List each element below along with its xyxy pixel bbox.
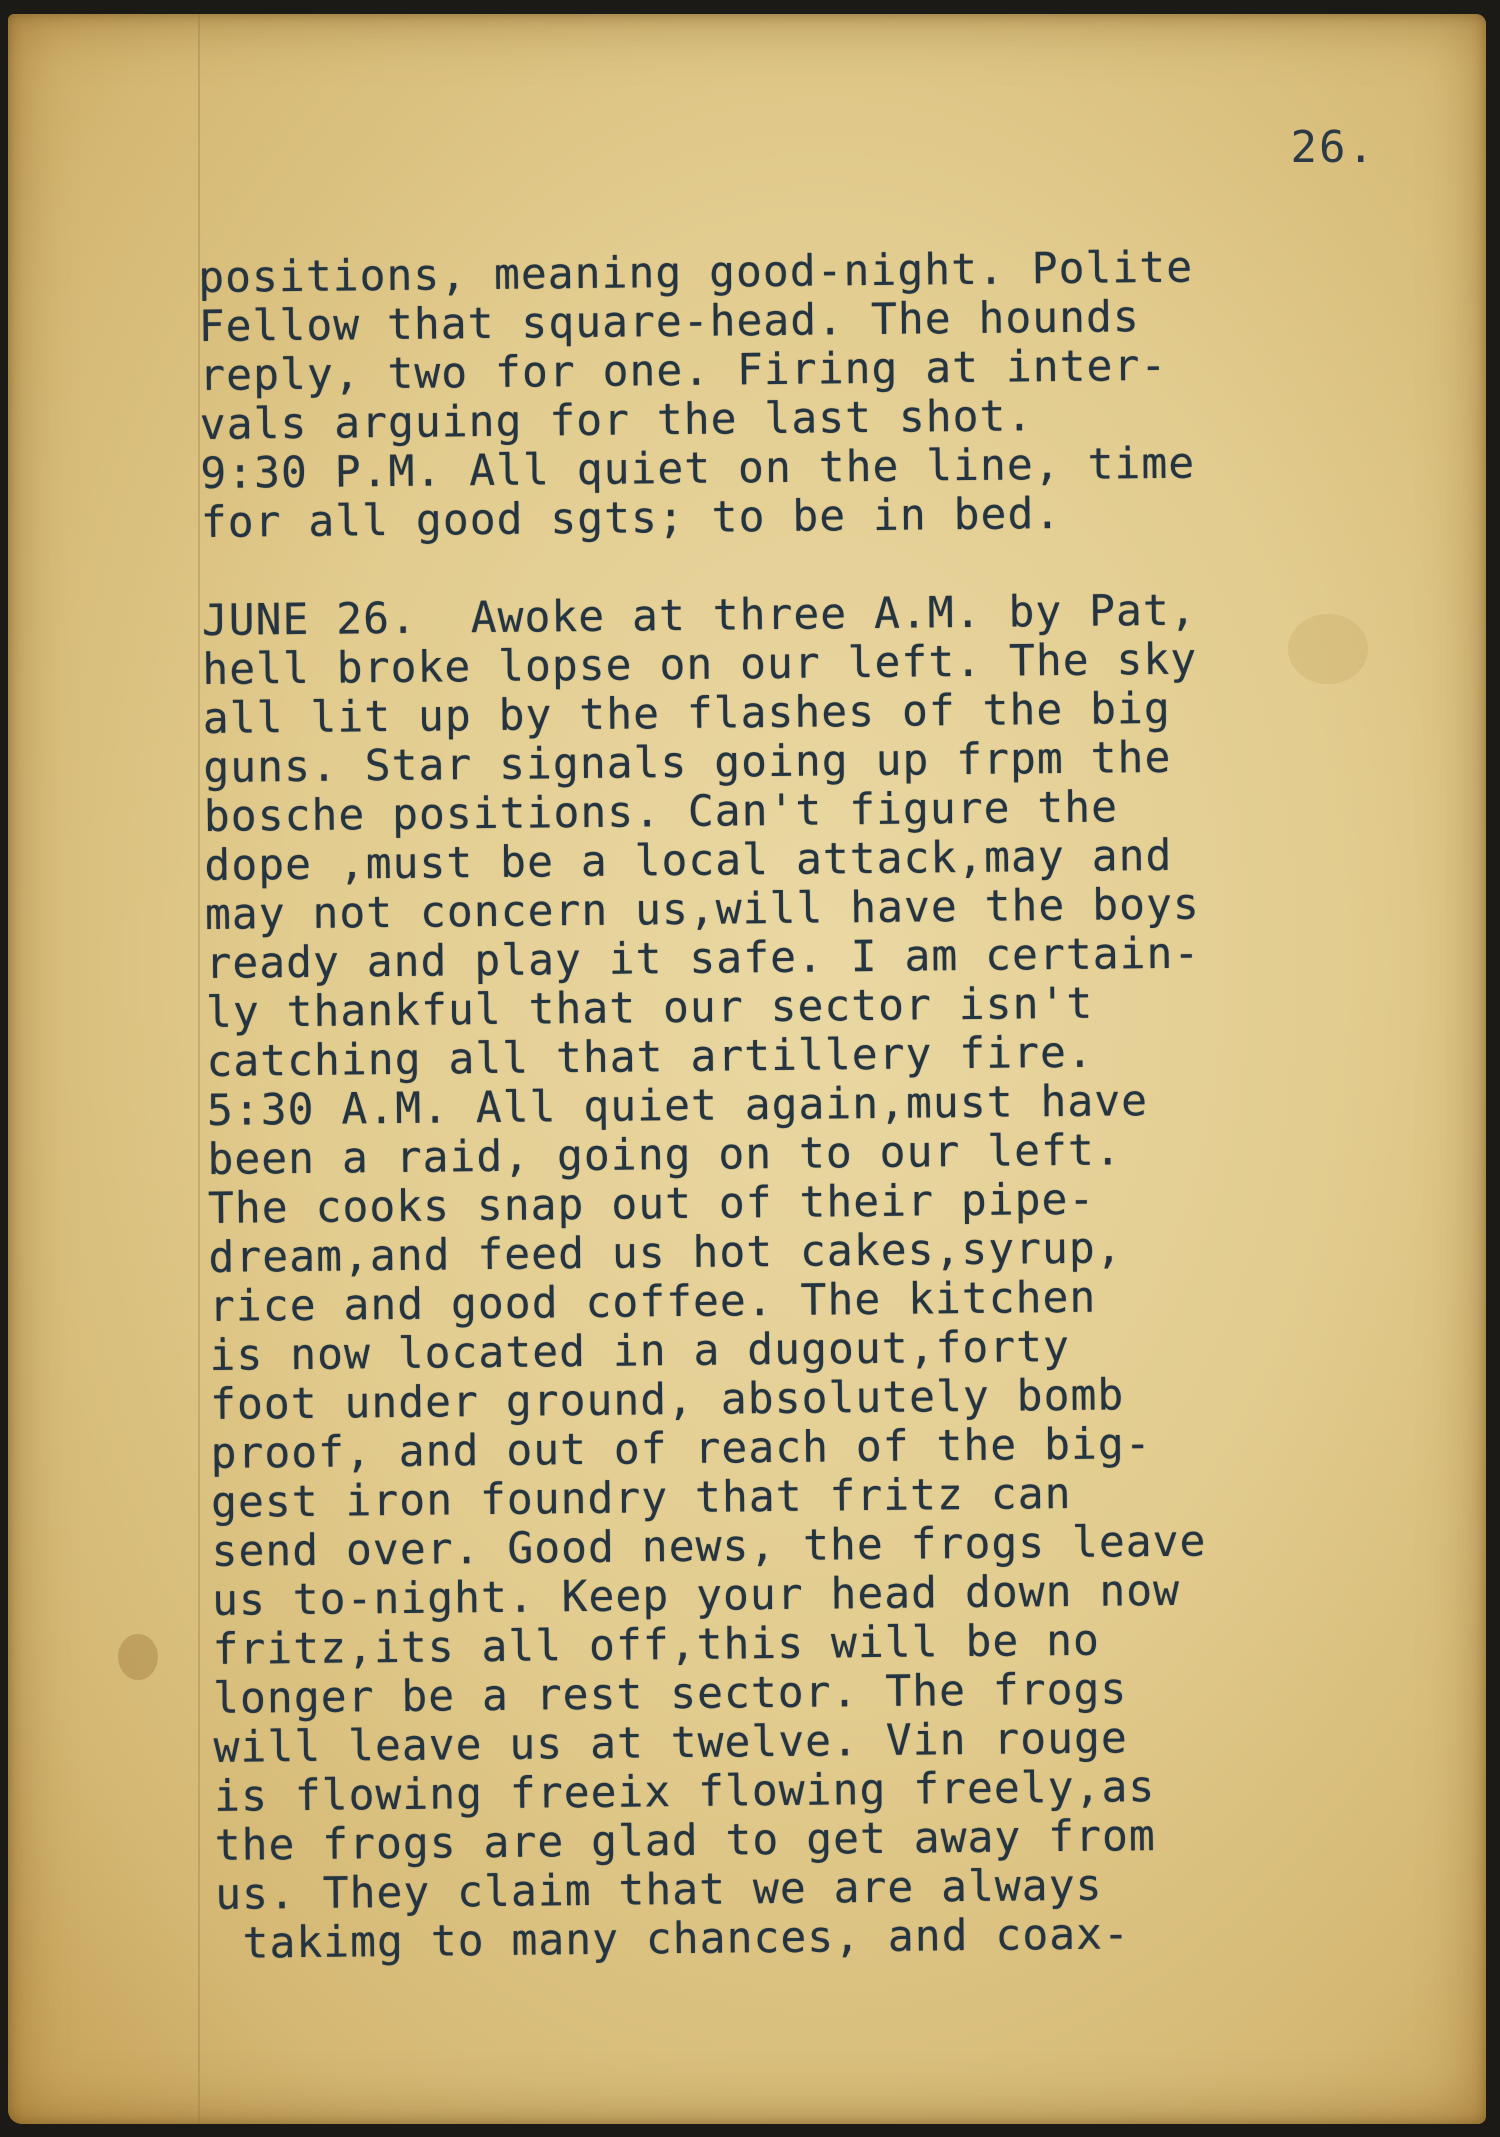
text-line: dope ,must be a local attack,may and bbox=[204, 830, 1173, 891]
text-line: is flowing freeix flowing freely,as bbox=[213, 1762, 1156, 1822]
text-line: vals arguing for the last shot. bbox=[199, 391, 1034, 450]
text-line: rice and good coffee. The kitchen bbox=[208, 1272, 1097, 1332]
text-line: all lit up by the flashes of the big bbox=[202, 683, 1172, 744]
text-line: hell broke lopse on our left. The sky bbox=[202, 634, 1198, 695]
typed-text bbox=[198, 242, 1406, 1969]
text-line: bosche positions. Can't figure the bbox=[203, 782, 1119, 842]
typed-page bbox=[8, 14, 1486, 2124]
text-line: ready and play it safe. I am certain- bbox=[205, 928, 1201, 989]
text-line: dream,and feed us hot cakes,syrup, bbox=[208, 1223, 1123, 1283]
text-line: us. They claim that we are always bbox=[214, 1860, 1103, 1920]
paper-stain bbox=[118, 1634, 158, 1680]
text-line: guns. Star signals going up frpm the bbox=[203, 732, 1172, 793]
text-line: catching all that artillery fire. bbox=[206, 1027, 1094, 1087]
text-line: the frogs are glad to get away from bbox=[214, 1811, 1156, 1871]
text-line: JUNE 26. Awoke at three A.M. by Pat, bbox=[201, 585, 1197, 646]
text-line: gest iron foundry that fritz can bbox=[210, 1468, 1072, 1528]
text-line: 5:30 A.M. All quiet again,must have bbox=[206, 1076, 1149, 1136]
text-line: us to-night. Keep your head down now bbox=[211, 1565, 1181, 1626]
text-line: Fellow that square-head. The hounds bbox=[198, 292, 1141, 352]
text-line: reply, two for one. Firing at inter- bbox=[199, 340, 1168, 401]
text-line: will leave us at twelve. Vin rouge bbox=[213, 1713, 1129, 1773]
text-line: The cooks snap out of their pipe- bbox=[207, 1174, 1096, 1234]
text-line: send over. Good news, the frogs leave bbox=[211, 1516, 1207, 1577]
text-line: proof, and out of reach of the big- bbox=[210, 1419, 1152, 1479]
text-line: fritz,its all off,this will be no bbox=[212, 1615, 1101, 1675]
text-line: positions, meaning good-night. Polite bbox=[197, 242, 1194, 303]
text-line: takimg to many chances, and coax- bbox=[215, 1909, 1131, 1969]
text-line: ly thankful that our sector isn't bbox=[205, 978, 1094, 1038]
text-line: 9:30 P.M. All quiet on the line, time bbox=[200, 438, 1196, 499]
text-line: longer be a rest sector. The frogs bbox=[212, 1664, 1128, 1724]
text-line: may not concern us,will have the boys bbox=[204, 879, 1201, 940]
text-line: is now located in a dugout,forty bbox=[209, 1321, 1071, 1381]
text-line: foot under ground, absolutely bomb bbox=[209, 1370, 1125, 1430]
page-number: 26. bbox=[1290, 122, 1376, 173]
text-line: for all good sgts; to be in bed. bbox=[200, 488, 1062, 548]
text-line: been a raid, going on to our left. bbox=[207, 1125, 1122, 1185]
